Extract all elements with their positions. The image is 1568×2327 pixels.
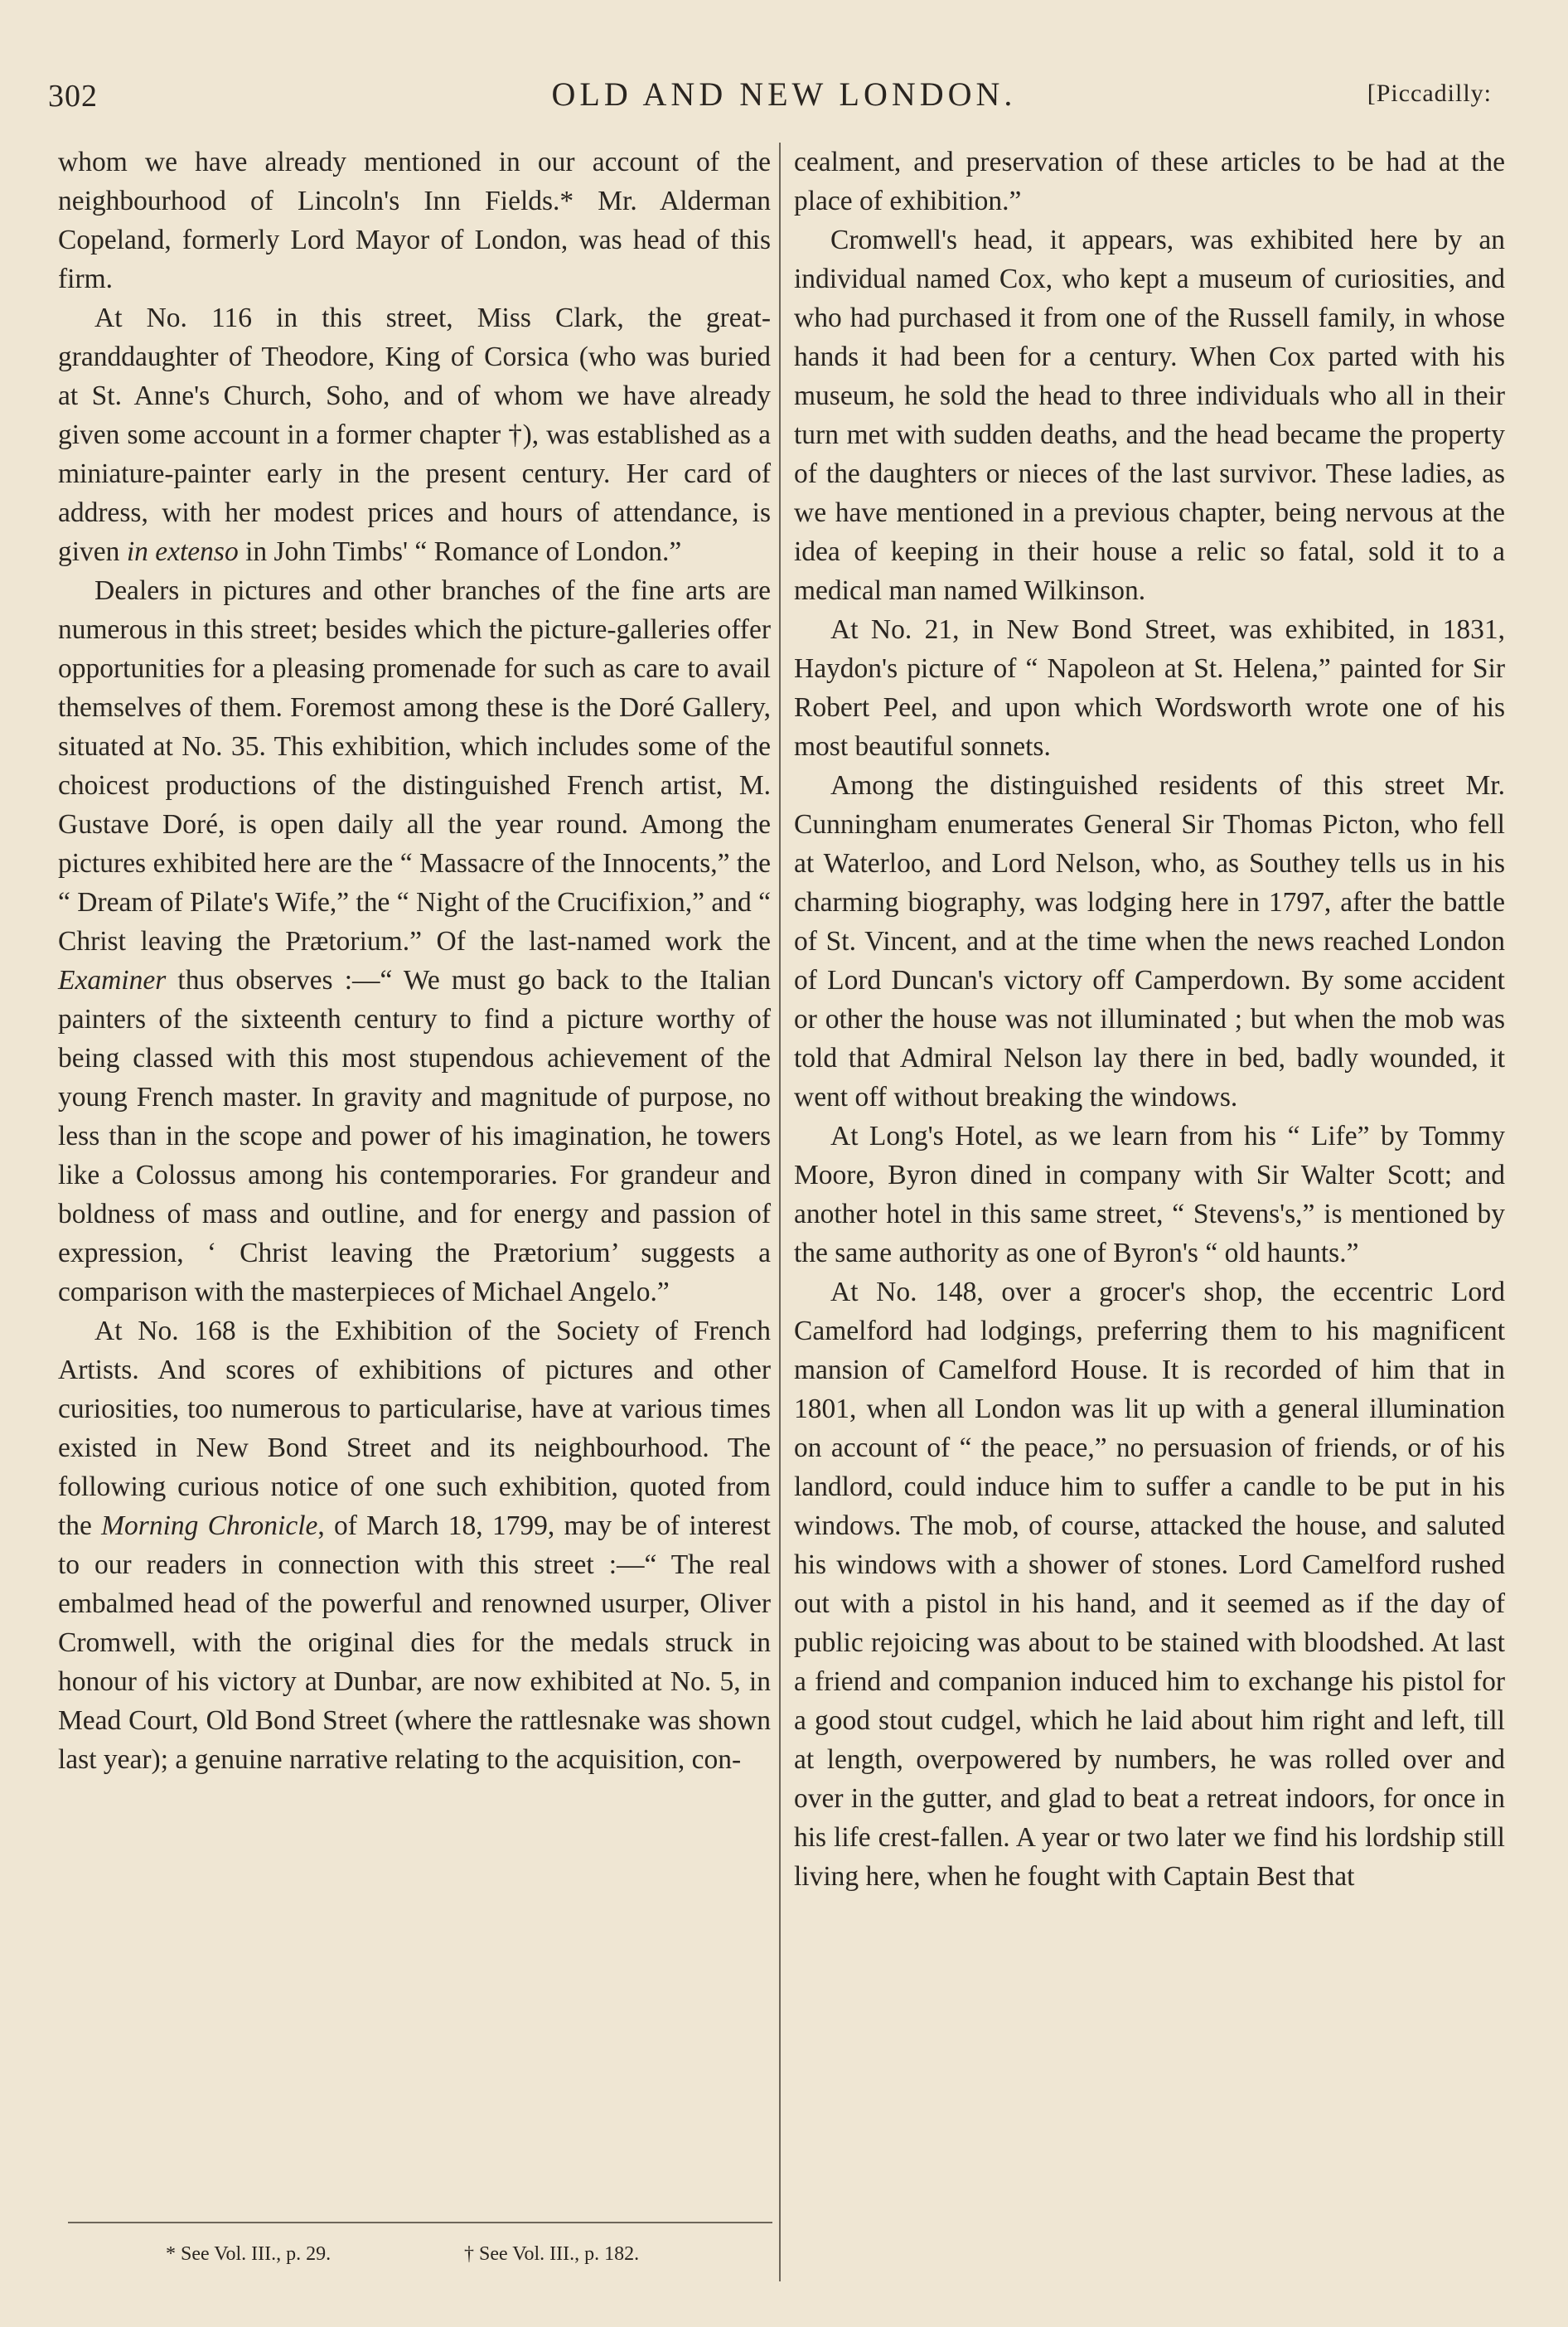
paragraph: At No. 148, over a grocer's shop, the eccentric Lord Camelford had lodgings, preferring them to his magnificent mansion of Camelford House. It is recorded of him that in 1801, when all London was lit up with a general illumination on account of “ the peace,” no persuasion of friends, or of his landlord, could induce him to suffer a candle to be put in his windows. The mob, of course, attacked the house, and saluted his windows with a shower of stones. Lord Camelford rushed out with a pistol in his hand, and it seemed as if the day of public rejoicing was about to be stained with bloodshed. At last a friend and companion induced him to exchange his pistol for a good stout cudgel, which he laid about him right and left, till at length, overpowered by numbers, he was rolled over and over in the gutter, and glad to beat a retreat indoors, for once in his life crest-fallen. A year or two later we find his lordship still living here, when he fought with Captain Best that [794, 1277, 1505, 1892]
right-column [794, 143, 1505, 1896]
text-run: Dealers in pictures and other branches of the fine arts are numerous in this street; besides which the picture-galleries offer opportunities for a pleasing promenade for such as care to avail themselves of them. Foremost among these is the Doré Gallery, situated at No. 35. This exhibition, which includes some of the choicest productions of the distinguished French artist, M. Gustave Doré, is open daily all the year round. Among the pictures exhibited here are the “ Massacre of the Innocents,” the “ Dream of Pilate's Wife,” the “ Night of the Crucifixion,” and “ Christ leaving the Prætorium.” Of the last-named work the [58, 575, 771, 957]
text-run: thus observes :—“ We must go back to the Italian painters of the sixteenth century to find a picture worthy of being classed with this most stupendous achievement of the young French master. In gravity and magnitude of purpose, no less than in the scope and power of his imagination, he towers like a Colossus among his contemporaries. For grandeur and boldness of mass and outline, and for energy and passion of expression, ‘ Christ leaving the Prætorium’ suggests a comparison with the masterpieces of Michael Angelo.” [58, 965, 771, 1307]
page-number: 302 [48, 79, 98, 114]
footnote: * See Vol. III., p. 29. [166, 2243, 332, 2265]
text-run: At No. 116 in this street, Miss Clark, the great-granddaughter of Theodore, King of Corsica (who was buried at St. Anne's Church, Soho, and of whom we have already given some account in a former chapter †), was established as a miniature-painter early in the present century. Her card of address, with her modest prices and hours of attendance, is given [58, 303, 771, 567]
left-column [58, 143, 771, 1779]
paragraph [58, 1311, 771, 1779]
text-run: , of March 18, 1799, may be of interest to our readers in connection with this street :—“ The real embalmed head of the powerful and renowned usurper, Oliver Cromwell, with the original dies for the medals struck in honour of his victory at Dunbar, are now exhibited at No. 5, in Mead Court, Old Bond Street (where the rattlesnake was shown last year); a genuine narrative relating to the acquisition, con- [58, 1510, 771, 1775]
italic-text: Examiner [58, 965, 167, 996]
italic-text: Morning Chronicle [101, 1510, 318, 1541]
footnote: † See Vol. III., p. 182. [464, 2243, 640, 2265]
paragraph [58, 298, 771, 571]
paragraph [58, 571, 771, 1311]
paragraph: Among the distinguished residents of this street Mr. Cunningham enumerates General Sir Thomas Picton, who fell at Waterloo, and Lord Nelson, who, as Southey tells us in his charming biography, was lodging here in 1797, after the battle of St. Vincent, and at the time when the news reached London of Lord Duncan's victory off Camperdown. By some accident or other the house was not illuminated ; but when the mob was told that Admiral Nelson lay there in bed, badly wounded, it went off without breaking the windows. [794, 770, 1505, 1113]
text-run: in John Timbs' “ Romance of London.” [238, 536, 682, 567]
paragraph: Cromwell's head, it appears, was exhibited here by an individual named Cox, who kept a museum of curiosities, and who had purchased it from one of the Russell family, in whose hands it had been for a century. When Cox parted with his museum, he sold the head to three individuals who all in their turn met with sudden deaths, and the head became the property of the daughters or nieces of the last survivor. These ladies, as we have mentioned in a previous chapter, being nervous at the idea of keeping in their house a relic so fatal, sold it to a medical man named Wilkinson. [794, 225, 1505, 606]
italic-text: in extenso [126, 536, 239, 567]
footnote-rule [68, 2222, 772, 2223]
paragraph: cealment, and preservation of these articles to be had at the place of exhibition.” [794, 147, 1505, 216]
book-title: OLD AND NEW LONDON. [551, 75, 1017, 113]
section-title: [Piccadilly: [1367, 80, 1492, 107]
paragraph: At Long's Hotel, as we learn from his “ Life” by Tommy Moore, Byron dined in company with Sir Walter Scott; and another hotel in this same street, “ Stevens's,” is mentioned by the same authority as one of Byron's “ old haunts.” [794, 1121, 1505, 1268]
column-divider [779, 143, 781, 2281]
running-head [0, 71, 1568, 121]
paragraph: whom we have already mentioned in our account of the neighbourhood of Lincoln's Inn Fields.* Mr. Alderman Copeland, formerly Lord Mayor of London, was head of this firm. [58, 147, 771, 294]
text-run: At No. 168 is the Exhibition of the Society of French Artists. And scores of exhibitions of pictures and other curiosities, too numerous to particularise, have at various times existed in New Bond Street and its neighbourhood. The following curious notice of one such exhibition, quoted from the [58, 1316, 771, 1541]
paragraph: At No. 21, in New Bond Street, was exhibited, in 1831, Haydon's picture of “ Napoleon at St. Helena,” painted for Sir Robert Peel, and upon which Wordsworth wrote one of his most beautiful sonnets. [794, 614, 1505, 762]
